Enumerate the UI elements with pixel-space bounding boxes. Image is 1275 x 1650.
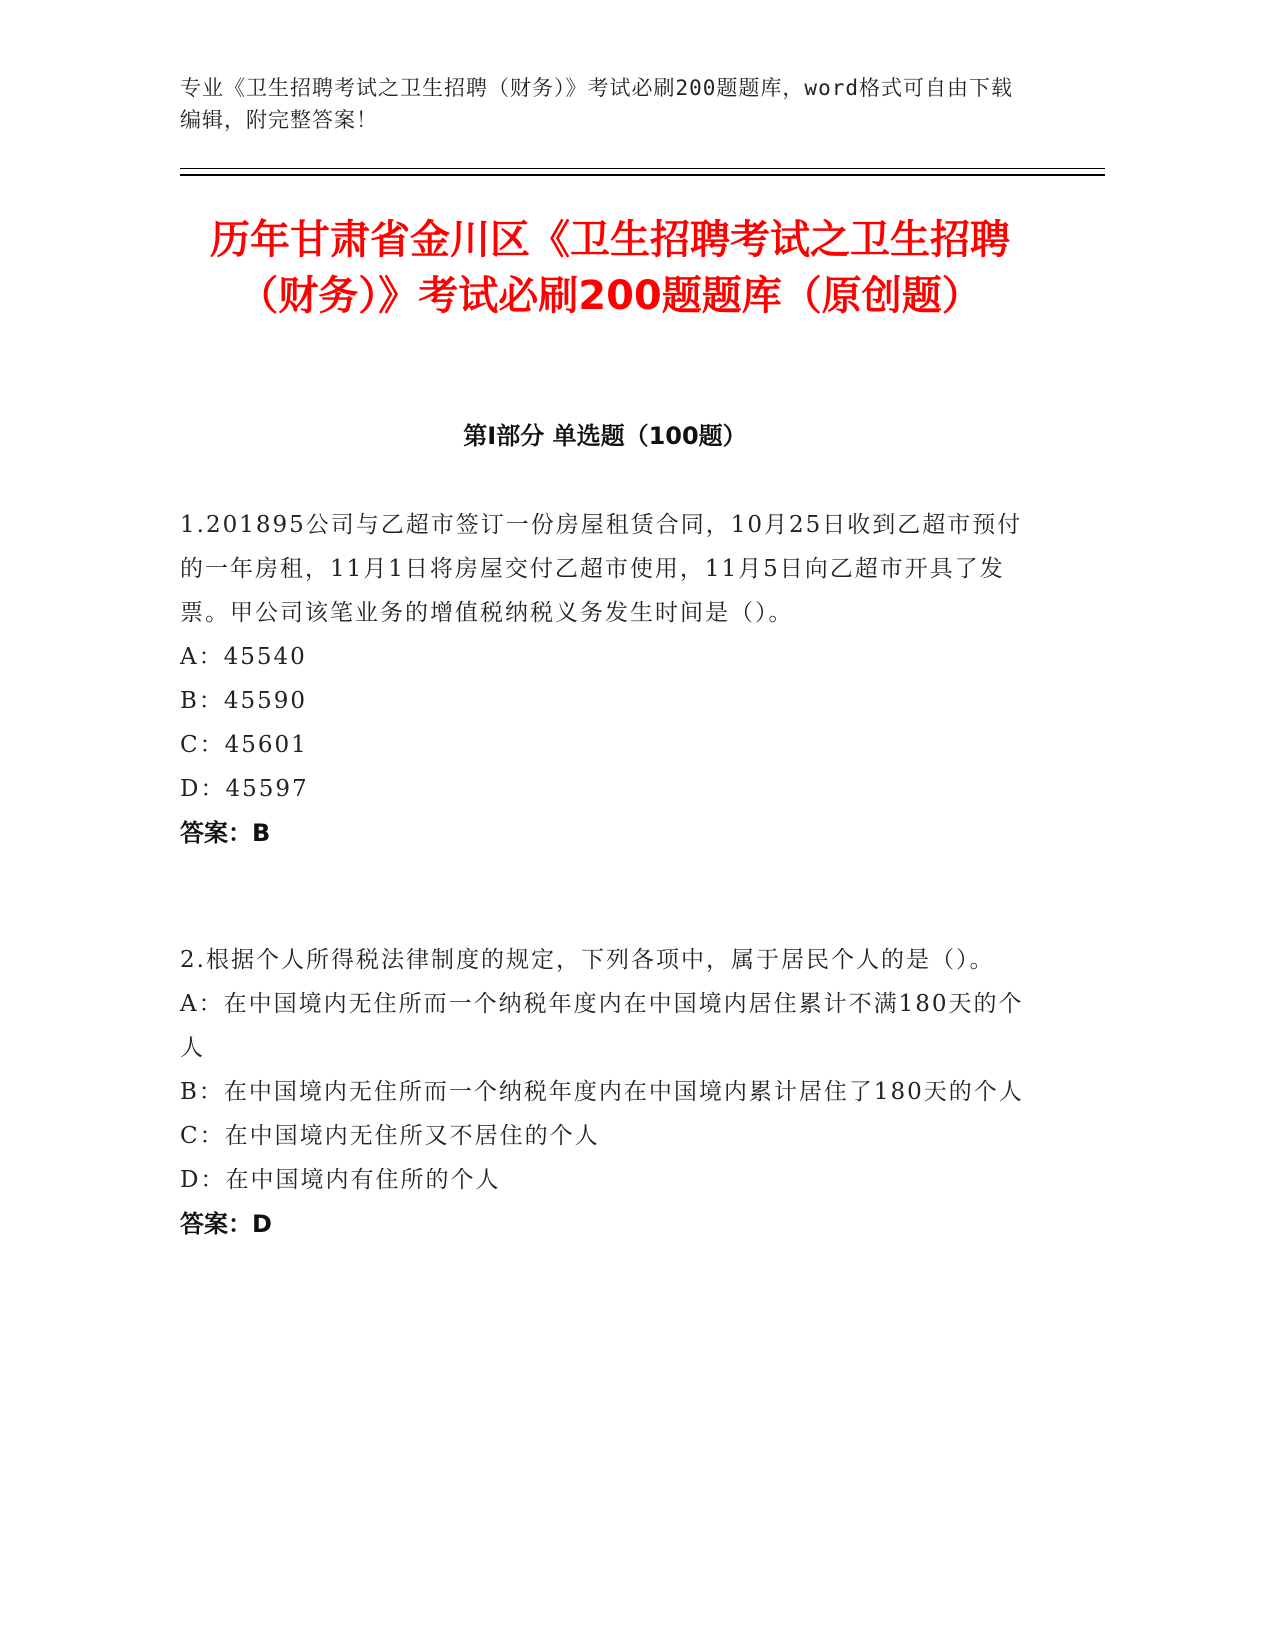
header-divider-thick (180, 174, 1105, 176)
option-b: B：45590 (180, 688, 308, 714)
answer: 答案：D (180, 1210, 272, 1238)
header-note: 专业《卫生招聘考试之卫生招聘（财务）》考试必刷200题题库，word格式可自由下载编辑，附完整答案！ (180, 76, 1013, 132)
option-a: A：在中国境内无住所而一个纳税年度内在中国境内居住累计不满180天的个人 (180, 991, 1024, 1061)
question-stem: 2.根据个人所得税法律制度的规定，下列各项中，属于居民个人的是（）。 (180, 947, 995, 973)
option-c: C：在中国境内无住所又不居住的个人 (180, 1123, 600, 1149)
section-heading: 第Ⅰ部分 单选题（100题） (463, 422, 747, 450)
header-divider-thin (180, 168, 1105, 169)
option-b: B：在中国境内无住所而一个纳税年度内在中国境内累计居住了180天的个人 (180, 1079, 1024, 1105)
option-a: A：45540 (180, 644, 307, 670)
answer: 答案：B (180, 819, 271, 847)
option-d: D：45597 (180, 776, 309, 802)
option-c: C：45601 (180, 732, 308, 758)
document-title: 历年甘肃省金川区《卫生招聘考试之卫生招聘（财务）》考试必刷200题题库（原创题） (210, 217, 1010, 319)
question-1 (180, 503, 1030, 855)
option-d: D：在中国境内有住所的个人 (180, 1167, 501, 1193)
question-stem: 1.201895公司与乙超市签订一份房屋租赁合同，10月25日收到乙超市预付的一年房租，11月1日将房屋交付乙超市使用，11月5日向乙超市开具了发票。甲公司该笔业务的增值税纳税义务发生时间是（）。 (180, 512, 1023, 626)
question-2 (180, 938, 1030, 1246)
